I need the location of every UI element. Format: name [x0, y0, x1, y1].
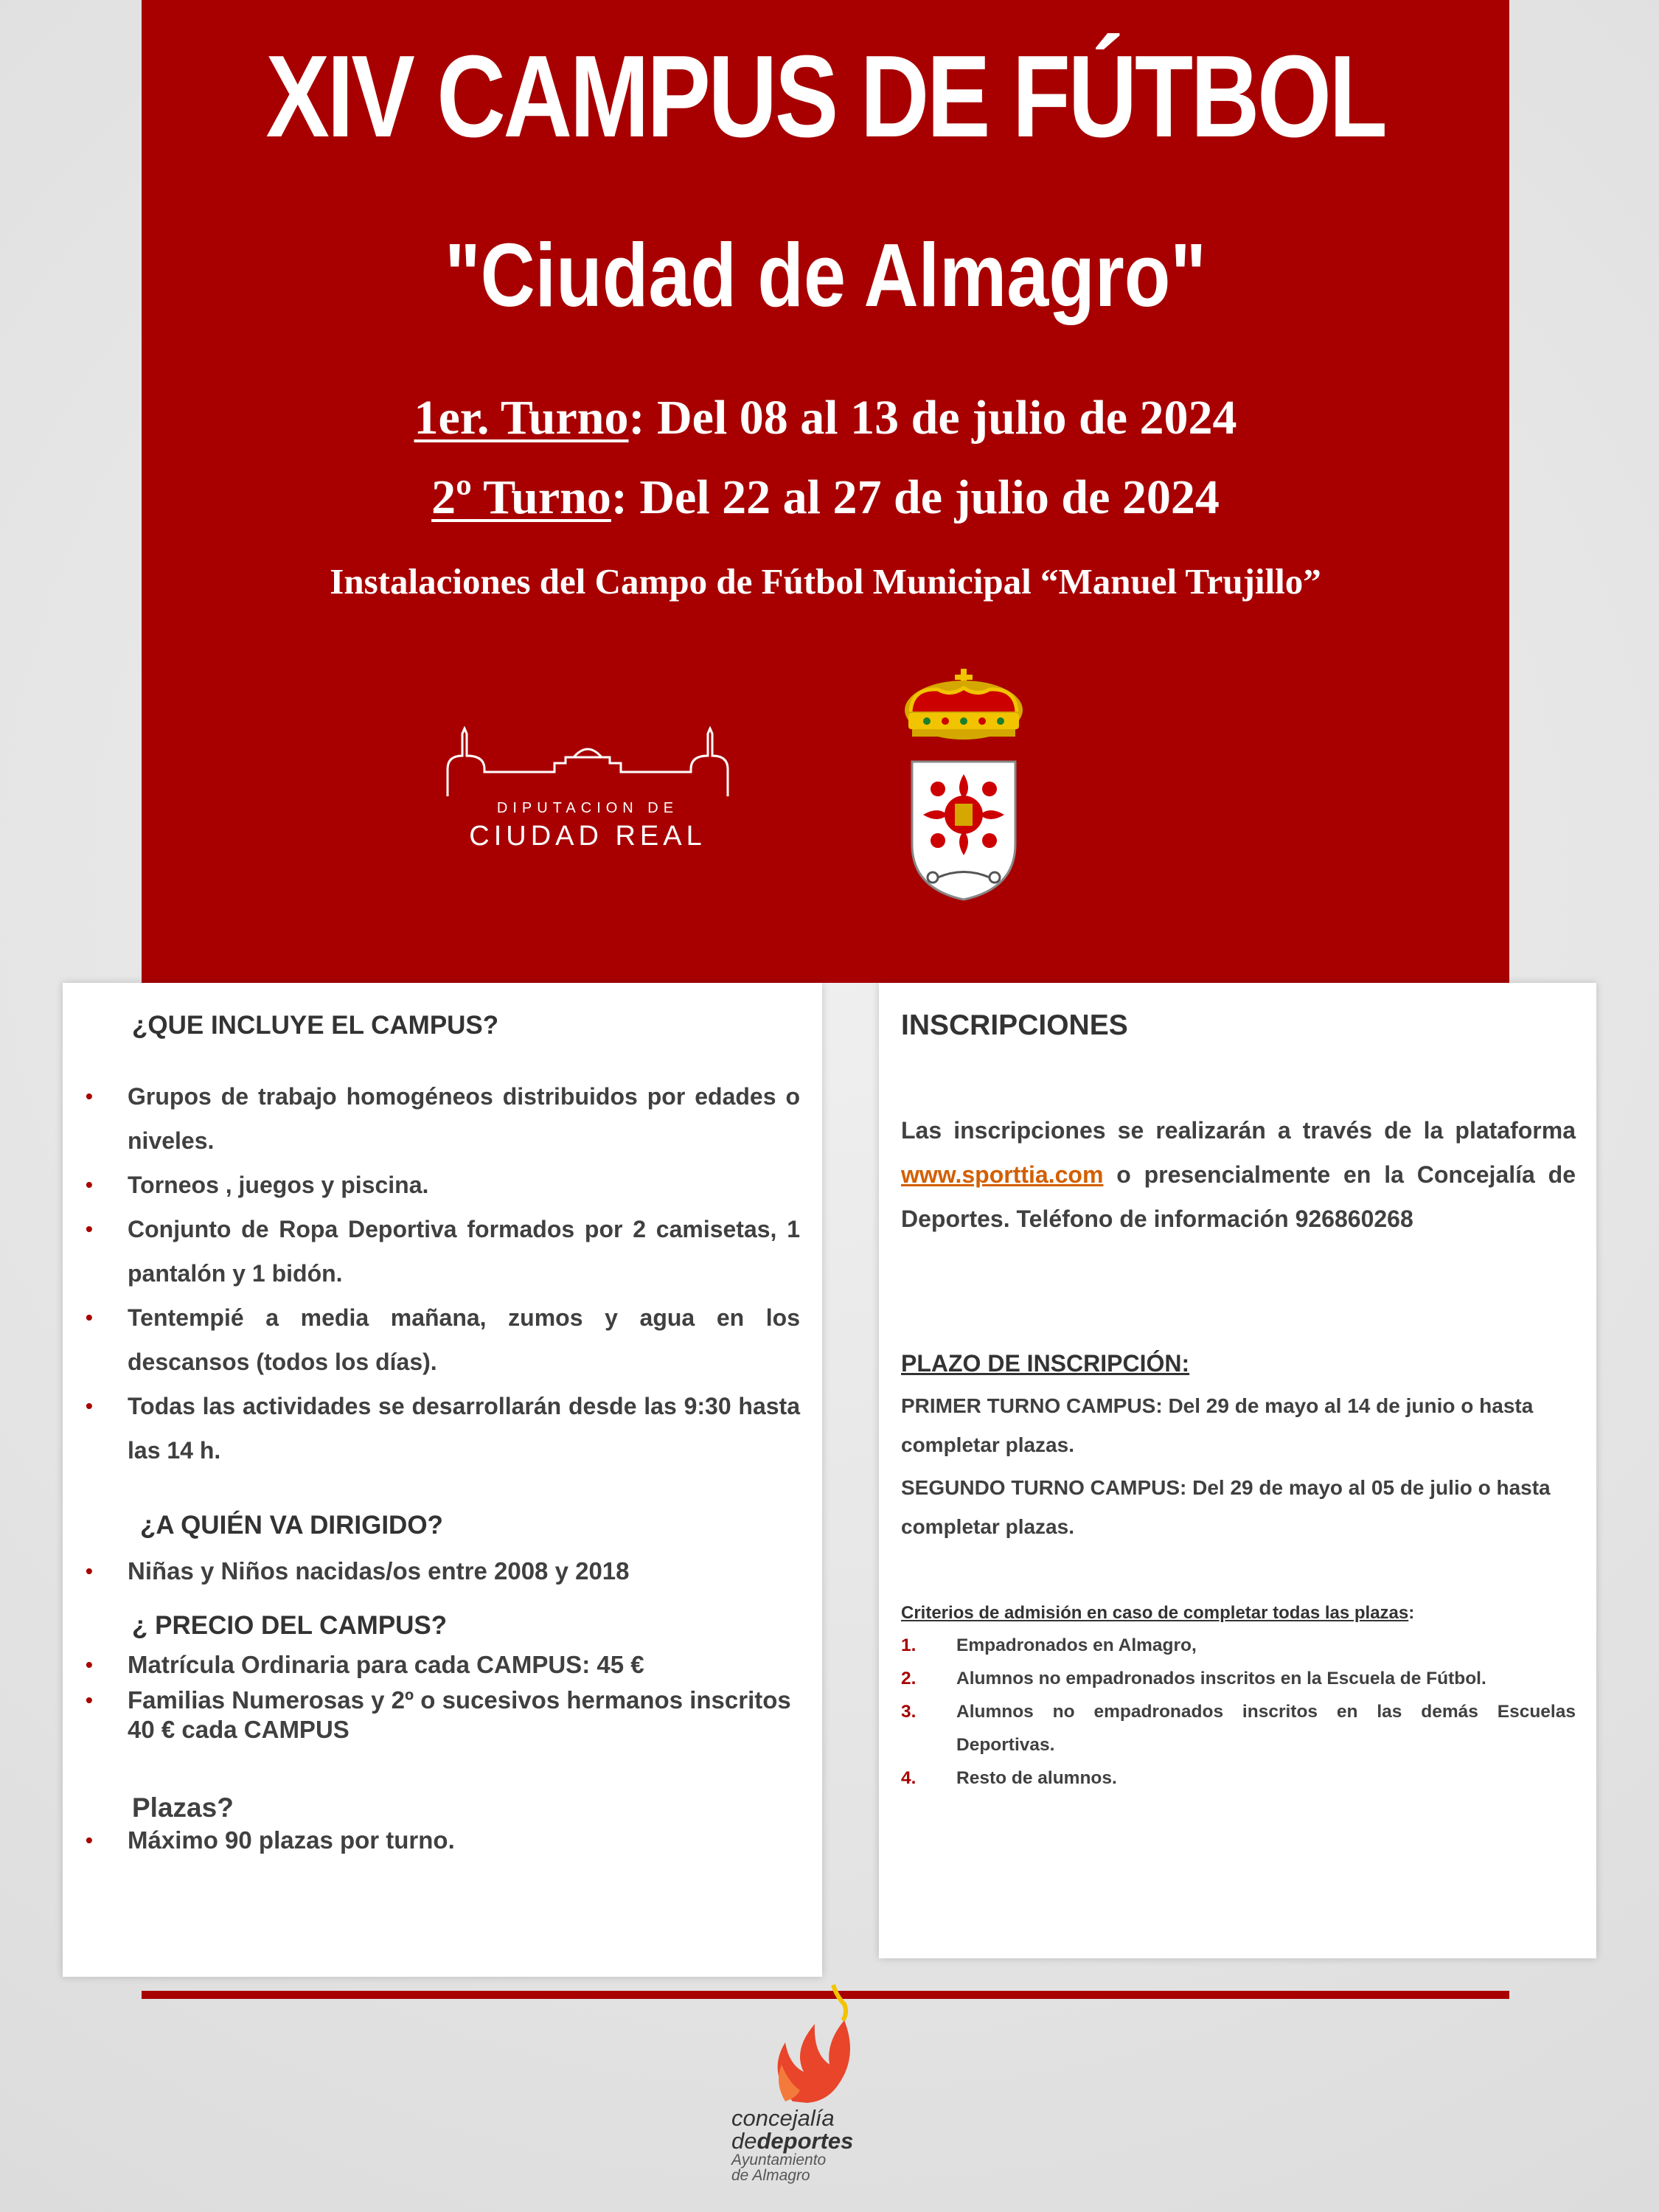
- logo-line2b: deportes: [757, 2128, 854, 2154]
- venue-text: Instalaciones del Campo de Fútbol Municipal “Manuel Trujillo”: [330, 561, 1321, 602]
- list-item: • Máximo 90 plazas por turno.: [128, 1826, 800, 1855]
- page-title: XIV CAMPUS DE FÚTBOL: [265, 32, 1385, 161]
- diputacion-logo: [444, 800, 731, 852]
- page-subtitle: "Ciudad de Almagro": [445, 225, 1206, 325]
- criteria-text: Alumnos no empadronados inscritos en la Escuela de Fútbol.: [956, 1669, 1486, 1688]
- plazo-title: PLAZO DE INSCRIPCIÓN:: [901, 1350, 1190, 1377]
- list-item: • Tentempié a media mañana, zumos y agua en los descansos (todos los días).: [128, 1295, 800, 1384]
- criteria-text: Resto de alumnos.: [956, 1768, 1117, 1788]
- list-item: • Familias Numerosas y 2º o sucesivos hermanos inscritos 40 € cada CAMPUS: [128, 1686, 800, 1745]
- almagro-coat-of-arms-icon: [897, 667, 1030, 903]
- criteria-title-colon: :: [1408, 1603, 1415, 1623]
- turno-1-dates: : Del 08 al 13 de julio de 2024: [628, 391, 1237, 445]
- inscripciones-body: [901, 1108, 1576, 1241]
- price-title: ¿ PRECIO DEL CAMPUS?: [132, 1611, 448, 1640]
- turno-2: [142, 470, 1509, 524]
- target-list: [128, 1557, 800, 1586]
- turno-1: [142, 391, 1509, 445]
- places-list: [128, 1826, 800, 1855]
- includes-title: ¿QUE INCLUYE EL CAMPUS?: [132, 1011, 499, 1040]
- flame-icon: [763, 1983, 866, 2109]
- header-banner: [142, 0, 1509, 983]
- price-list: [128, 1650, 800, 1745]
- plazo-segundo-turno: SEGUNDO TURNO CAMPUS: Del 29 de mayo al 05 de julio o hasta completar plazas.: [901, 1476, 1551, 1538]
- criteria-number: 2.: [901, 1669, 917, 1688]
- criteria-number: 4.: [901, 1768, 917, 1788]
- diputacion-line1: DIPUTACION DE: [496, 800, 679, 816]
- inscripciones-text-1: Las inscripciones se realizarán a través de la plataforma: [901, 1117, 1576, 1144]
- logo-line1: concejalía: [731, 2105, 835, 2131]
- includes-list: [128, 1074, 800, 1472]
- list-item: [901, 1761, 1576, 1795]
- turno-2-label: 2º Turno: [431, 470, 611, 524]
- list-item: • Niñas y Niños nacidas/os entre 2008 y 2018: [128, 1557, 800, 1586]
- list-item: [901, 1662, 1576, 1695]
- criteria-list: [901, 1629, 1576, 1795]
- list-item: • Todas las actividades se desarrollarán desde las 9:30 hasta las 14 h.: [128, 1384, 800, 1472]
- criteria-title: [901, 1603, 1576, 1624]
- campus-info-panel: [63, 983, 822, 1977]
- target-title: ¿A QUIÉN VA DIRIGIDO?: [140, 1511, 443, 1540]
- criteria-number: 3.: [901, 1702, 917, 1722]
- turno-2-dates: : Del 22 al 27 de julio de 2024: [611, 470, 1220, 524]
- plazo-primer-turno: PRIMER TURNO CAMPUS: Del 29 de mayo al 14 de junio o hasta completar plazas.: [901, 1394, 1534, 1456]
- concejalia-deportes-logo: [731, 2107, 923, 2183]
- list-item: • Torneos , juegos y piscina.: [128, 1163, 800, 1207]
- logo-line4: de Almagro: [731, 2167, 810, 2184]
- criteria-number: 1.: [901, 1635, 917, 1655]
- logo-line3: Ayuntamiento: [731, 2152, 827, 2168]
- inscripciones-title: INSCRIPCIONES: [901, 1009, 1128, 1041]
- places-title: Plazas?: [132, 1792, 234, 1823]
- turno-1-label: 1er. Turno: [414, 391, 629, 445]
- criteria-text: Alumnos no empadronados inscritos en las demás Escuelas Deportivas.: [956, 1702, 1576, 1755]
- inscripciones-panel: [879, 983, 1596, 1958]
- diputacion-building-icon: [444, 726, 731, 800]
- list-item: [901, 1629, 1576, 1662]
- sporttia-link[interactable]: www.sporttia.com: [901, 1161, 1104, 1188]
- inscripciones-text-2: o presencialmente en la Concejalía de Deportes. Teléfono de información 926860268: [901, 1161, 1576, 1232]
- logo-line2a: de: [731, 2128, 757, 2154]
- criteria-title-text: Criterios de admisión en caso de completar todas las plazas: [901, 1603, 1409, 1623]
- list-item: • Grupos de trabajo homogéneos distribuidos por edades o niveles.: [128, 1074, 800, 1163]
- list-item: [901, 1695, 1576, 1761]
- diputacion-line2: CIUDAD REAL: [469, 821, 706, 852]
- criteria-text: Empadronados en Almagro,: [956, 1635, 1197, 1655]
- list-item: • Conjunto de Ropa Deportiva formados por 2 camisetas, 1 pantalón y 1 bidón.: [128, 1207, 800, 1295]
- list-item: • Matrícula Ordinaria para cada CAMPUS: 45 €: [128, 1650, 800, 1680]
